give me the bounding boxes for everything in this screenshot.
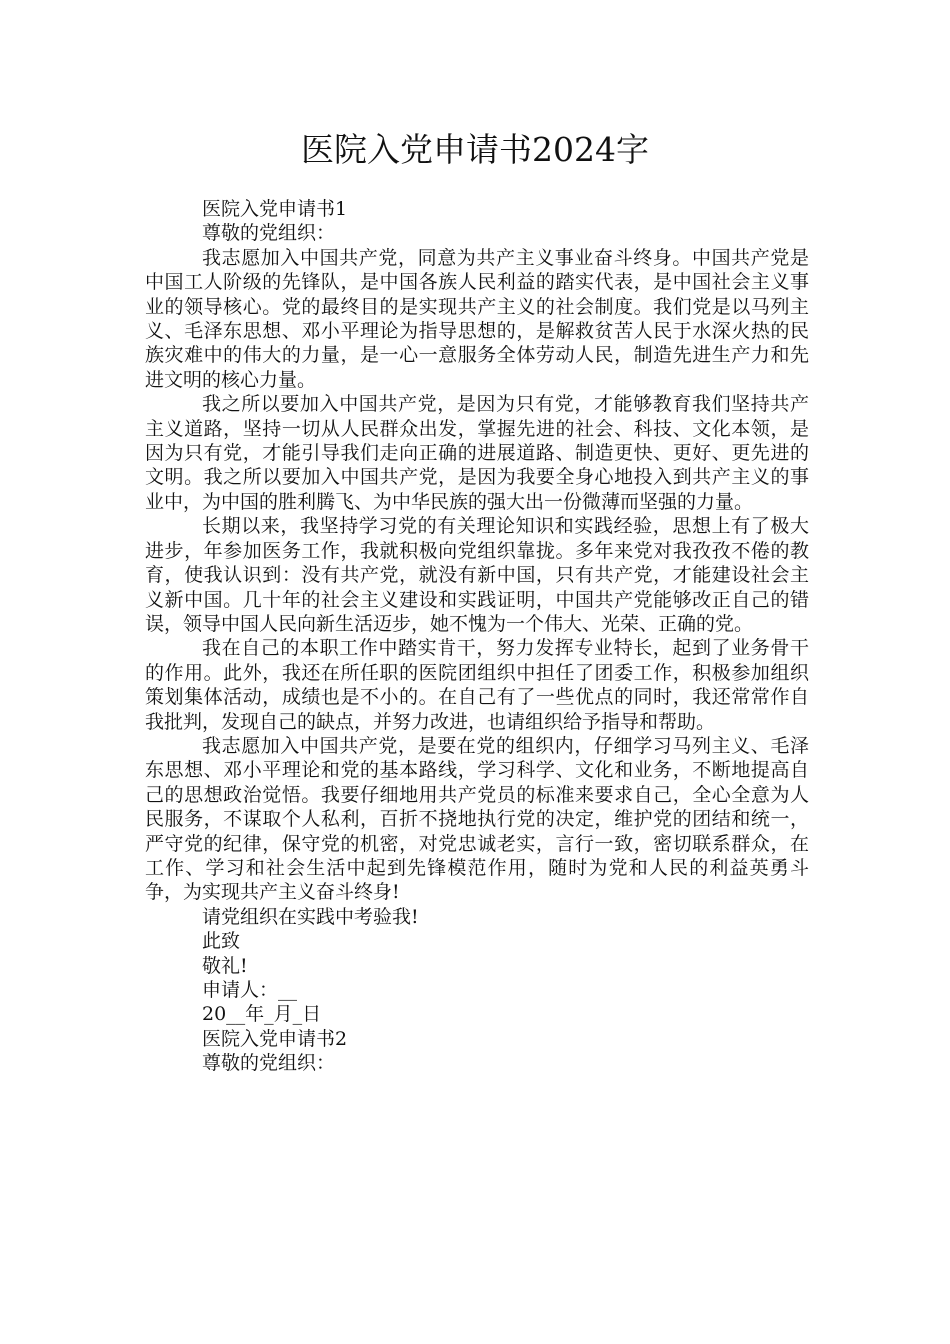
letter2-heading: 医院入党申请书2 xyxy=(202,1027,348,1050)
letter1-paragraph-5: 我志愿加入中国共产党，是要在党的组织内，仔细学习马列主义、毛泽东思想、邓小平理论和党的基本路线，学习科学、文化和业务，不断地提高自己的思想政治觉悟。我要仔细地用共产党员的标准来要求自己，全心全意为人民服务，不谋取个人私利，百折不挠地执行党的决定，维护党的团结和统一，严守党的纪律，保守党的机密，对党忠诚老实，言行一致，密切联系群众，在工作、学习和社会生活中起到先锋模范作用，随时为党和人民的利益英勇斗争，为实现共产主义奋斗终身! xyxy=(145,734,809,904)
letter1-heading: 医院入党申请书1 xyxy=(202,198,348,220)
letter1-paragraph-3: 长期以来，我坚持学习党的有关理论知识和实践经验，思想上有了极大进步，年参加医务工作，我就积极向党组织靠拢。多年来党对我孜孜不倦的教育，使我认识到：没有共产党，就没有新中国，只有共产党，才能建设社会主义新中国。几十年的社会主义建设和实践证明，中国共产党能够改正自己的错误，领导中国人民向新生活迈步，她不愧为一个伟大、光荣、正确的党。 xyxy=(145,515,809,635)
letter1-applicant: 申请人：__ xyxy=(202,979,298,1001)
letter2-salutation: 尊敬的党组织： xyxy=(202,1052,336,1075)
letter1-closing-jingli: 敬礼! xyxy=(202,954,248,977)
letter1-paragraph-2: 我之所以要加入中国共产党，是因为只有党，才能够教育我们坚持共产主义道路，坚持一切从人民群众出发，掌握先进的社会、科技、文化本领，是因为只有党，才能引导我们走向正确的进展道路、制造更快、更好、更先进的文明。我之所以要加入中国共产党，是因为我要全身心地投入到共产主义的事业中，为中国的胜利腾飞、为中华民族的强大出一份微薄而坚强的力量。 xyxy=(145,393,809,513)
document-body xyxy=(145,197,809,1076)
letter1-closing-cizhi: 此致 xyxy=(202,930,241,953)
letter1-paragraph-1: 我志愿加入中国共产党，同意为共产主义事业奋斗终身。中国共产党是中国工人阶级的先锋队，是中国各族人民利益的踏实代表，是中国社会主义事业的领导核心。党的最终目的是实现共产主义的社会制度。我们党是以马列主义、毛泽东思想、邓小平理论为指导思想的，是解救贫苦人民于水深火热的民族灾难中的伟大的力量，是一心一意服务全体劳动人民，制造先进生产力和先进文明的核心力量。 xyxy=(145,246,809,391)
document-title: 医院入党申请书2024字 xyxy=(301,130,649,169)
letter1-salutation: 尊敬的党组织： xyxy=(202,222,336,245)
letter1-date: 20__年_月_日 xyxy=(202,1003,322,1026)
letter1-closing-request: 请党组织在实践中考验我! xyxy=(202,905,419,928)
letter1-paragraph-4: 我在自己的本职工作中踏实肯干，努力发挥专业特长，起到了业务骨干的作用。此外，我还在所任职的医院团组织中担任了团委工作，积极参加组织策划集体活动，成绩也是不小的。在自己有了一些优点的同时，我还常常作自我批判，发现自己的缺点，并努力改进，也请组织给予指导和帮助。 xyxy=(145,637,809,733)
